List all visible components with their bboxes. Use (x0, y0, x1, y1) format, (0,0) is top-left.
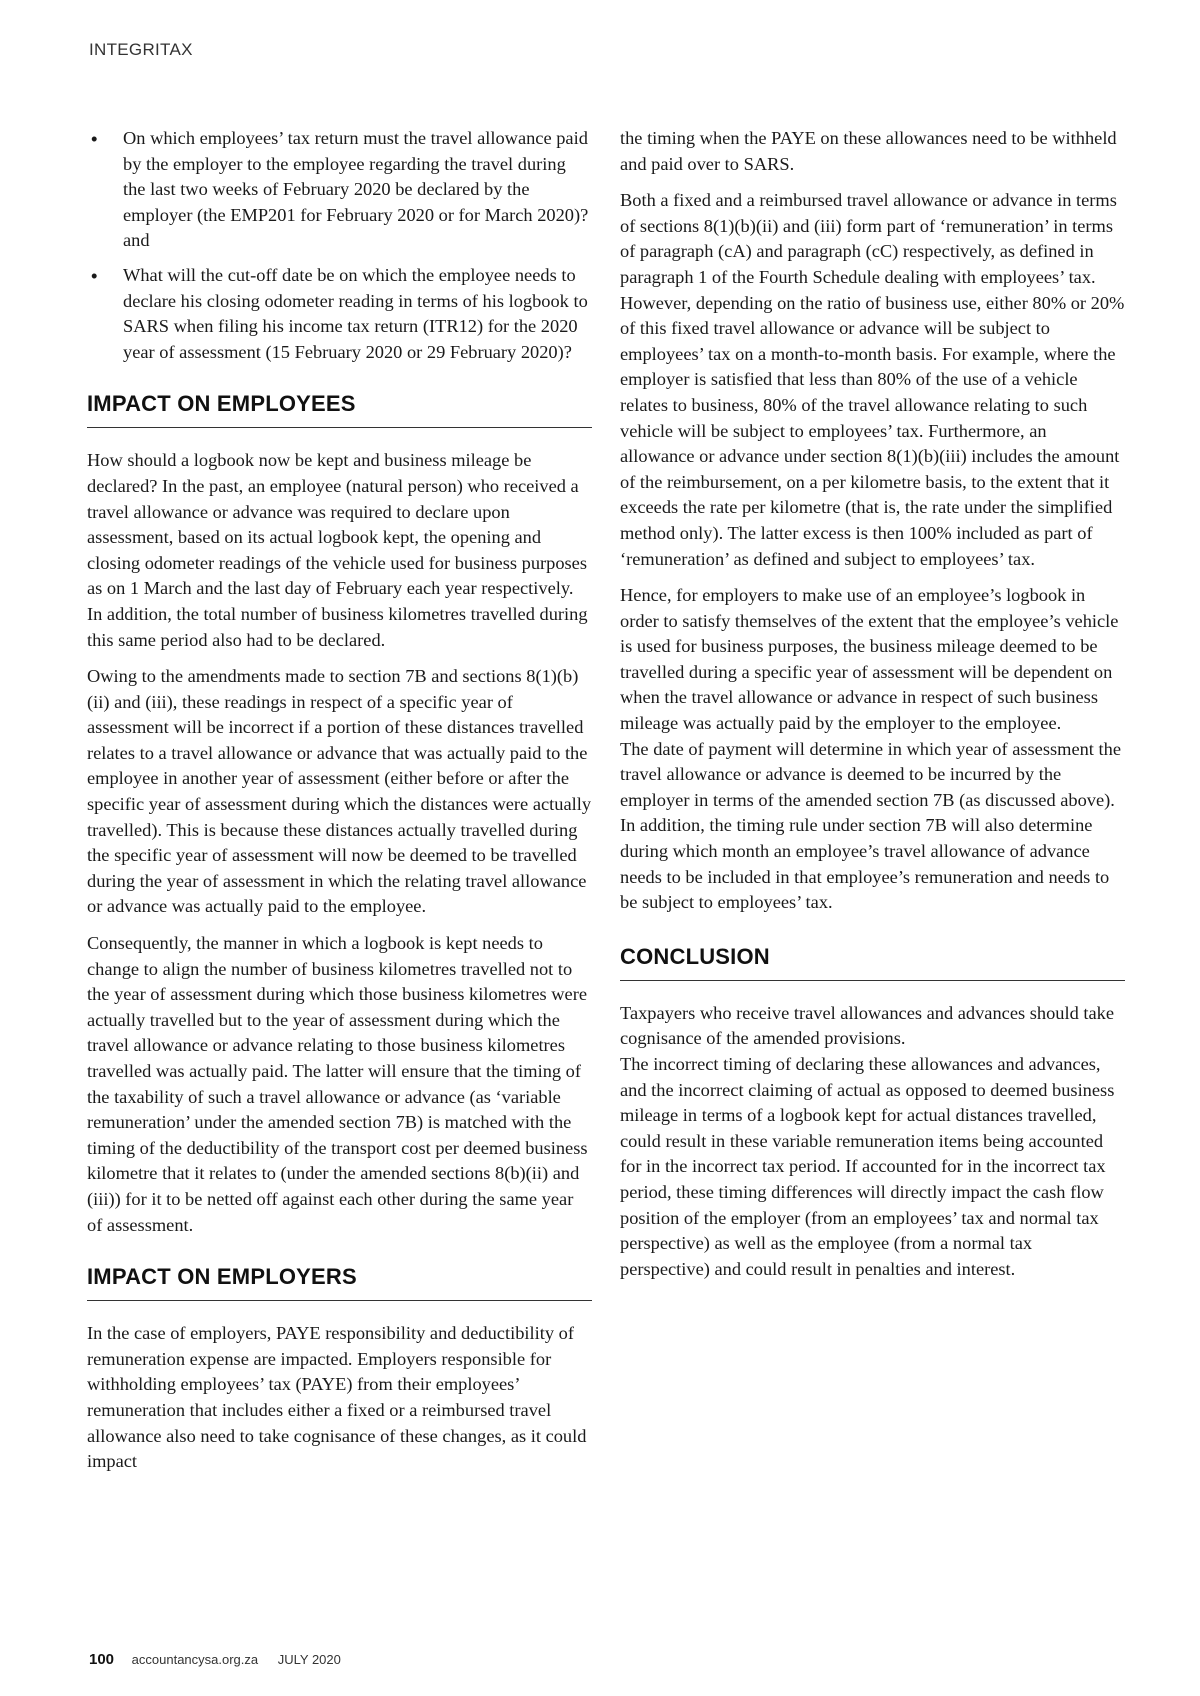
conclusion-paragraph: Taxpayers who receive travel allowances and advances should take cognisance of the amended provisions. (620, 1002, 1115, 1049)
publication-brand: INTEGRITAX (89, 40, 193, 59)
question-bullet-list (87, 126, 592, 365)
employees-paragraph: How should a logbook now be kept and business mileage be declared? In the past, an employee (natural person) who received a travel allowance or advance was required to declare upon assessment, based on its actual logbook kept, the opening and closing odometer readings of the vehicle used for business purposes as on 1 March and the last day of February each year respectively. In addition, the total number of business kilometres travelled during this same period also had to be declared. (87, 450, 588, 650)
right-column (620, 126, 1125, 1293)
page-number: 100 (89, 1651, 115, 1668)
page-footer (89, 1651, 341, 1668)
heading-conclusion: CONCLUSION (620, 944, 1125, 981)
body-paragraph: Both a fixed and a reimbursed travel allowance or advance in terms of sections 8(1)(b)(ii) and (iii) form part of ‘remuneration’ in terms of paragraph (cA) and paragraph (cC) respectively, as defined in paragraph 1 of the Fourth Schedule dealing with employees’ tax. However, depending on the ratio of business use, either 80% or 20% of this fixed travel allowance or advance will be subject to employees’ tax on a month-to-month basis. For example, where the employer is satisfied that less than 80% of the use of a vehicle relates to business, 80% of the travel allowance relating to such vehicle will be subject to employees’ tax. Furthermore, an allowance or advance under section 8(1)(b)(iii) includes the amount of the reimbursement, on a per kilometre basis, to the extent that it exceeds the rate per kilometre (that is, the rate under the simplified method only). The latter excess is then 100% included as part of ‘remuneration’ as defined and subject to employees’ tax. (620, 190, 1125, 569)
body-paragraph: Hence, for employers to make use of an employee’s logbook in order to satisfy themselves of the extent that the employee’s vehicle is used for business purposes, the business mileage deemed to be travelled during a specific year of assessment will be dependent on when the travel allowance or advance in respect of such business mileage was actually paid by the employer to the employee. (620, 585, 1119, 734)
heading-impact-on-employers: IMPACT ON EMPLOYERS (87, 1264, 592, 1301)
footer-issue-date: JULY 2020 (277, 1652, 341, 1667)
body-paragraph: The date of payment will determine in which year of assessment the travel allowance or advance is deemed to be incurred by the employer in terms of the amended section 7B (as discussed above). In addition, the timing rule under section 7B will also determine during which month an employee’s travel allowance of advance needs to be included in that employee’s remuneration and needs to be subject to employees’ tax. (620, 738, 1121, 913)
employees-paragraph: Owing to the amendments made to section 7B and sections 8(1)(b)(ii) and (iii), these readings in respect of a specific year of assessment will be incorrect if a portion of these distances travelled relates to a travel allowance or advance that was actually paid to the employee in another year of assessment (either before or after the specific year of assessment during which the distances were actually travelled). This is because these distances actually travelled during the specific year of assessment will now be deemed to be travelled during the year of assessment in which the relating travel allowance or advance was actually paid to the employee. (87, 666, 592, 917)
left-column (87, 126, 592, 1486)
heading-impact-on-employees: IMPACT ON EMPLOYEES (87, 391, 592, 428)
bullet-item: • What will the cut-off date be on which the employee needs to declare his closing odometer reading in terms of his logbook to SARS when filing his income tax return (ITR12) for the 2020 year of assessment (15 February 2020 or 29 February 2020)? (87, 263, 592, 365)
continued-paragraph: the timing when the PAYE on these allowances need to be withheld and paid over to SARS. (620, 128, 1117, 174)
employers-paragraph: In the case of employers, PAYE responsibility and deductibility of remuneration expense are impacted. Employers responsible for withholding employees’ tax (PAYE) from their employees’ remuneration that includes either a fixed or a reimbursed travel allowance also need to take cognisance of these changes, as it could impact (87, 1323, 587, 1472)
conclusion-paragraph: The incorrect timing of declaring these allowances and advances, and the incorrect claiming of actual as opposed to deemed business mileage in terms of a logbook kept for actual distances travelled, could result in these variable remuneration items being accounted for in the incorrect tax period. If accounted for in the incorrect tax period, these timing differences will directly impact the cash flow position of the employer (from an employees’ tax and normal tax perspective) as well as the employee (from a normal tax perspective) and could result in penalties and interest. (620, 1054, 1115, 1279)
employees-paragraph: Consequently, the manner in which a logbook is kept needs to change to align the number of business kilometres travelled not to the year of assessment during which those business kilometres were actually travelled but to the year of assessment during which the travel allowance or advance relating to those business kilometres travelled was actually paid. The latter will ensure that the timing of the taxability of such a travel allowance or advance (as ‘variable remuneration’ under the amended section 7B) is matched with the timing of the deductibility of the transport cost per deemed business kilometre that it relates to (under the amended sections 8(b)(ii) and (iii)) for it to be netted off against each other during the same year of assessment. (87, 933, 588, 1235)
footer-website: accountancysa.org.za (131, 1652, 259, 1667)
bullet-item: • On which employees’ tax return must the travel allowance paid by the employer to the employee regarding the travel during the last two weeks of February 2020 be declared by the employer (the EMP201 for February 2020 or for March 2020)? and (87, 126, 592, 254)
